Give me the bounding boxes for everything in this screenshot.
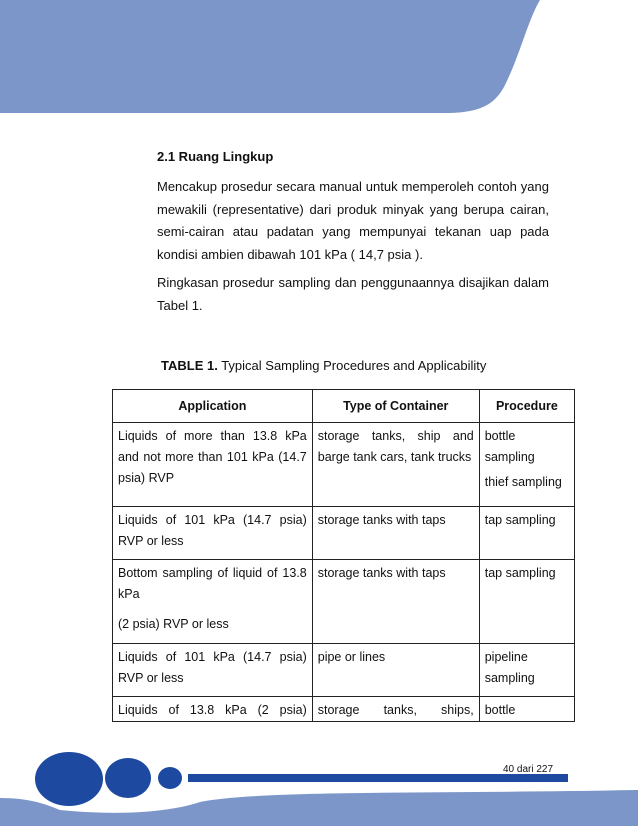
cell-text: storage tanks with taps bbox=[317, 566, 446, 580]
header-container: Type of Container bbox=[312, 390, 479, 423]
cell-procedure bbox=[479, 507, 574, 560]
cell-application bbox=[113, 644, 313, 697]
cell-container bbox=[312, 560, 479, 644]
sampling-table bbox=[112, 389, 575, 722]
page-number: 40 dari 227 bbox=[503, 764, 554, 775]
cell-container bbox=[312, 697, 479, 722]
summary-paragraph: Ringkasan prosedur sampling dan penggunaannya disajikan dalam Tabel 1. bbox=[157, 275, 549, 313]
footer-circle-large bbox=[35, 752, 103, 806]
cell-text: pipeline sampling bbox=[484, 650, 535, 685]
table-row bbox=[113, 423, 575, 507]
cell-text: tap sampling bbox=[484, 566, 556, 580]
cell-application bbox=[113, 560, 313, 644]
cell-application bbox=[113, 423, 313, 507]
cell-text: pipe or lines bbox=[317, 650, 386, 664]
footer-circle-medium bbox=[105, 758, 151, 798]
header-procedure: Procedure bbox=[479, 390, 574, 423]
cell-text: storage tanks with taps bbox=[317, 513, 446, 527]
cell-procedure bbox=[479, 423, 574, 507]
cell-text: Liquids of 13.8 kPa (2 psia) bbox=[118, 703, 307, 717]
section-heading: 2.1 Ruang Lingkup bbox=[157, 149, 274, 164]
cell-container bbox=[312, 423, 479, 507]
table-row bbox=[113, 507, 575, 560]
table-caption-label: TABLE 1. bbox=[161, 358, 218, 373]
table-caption-text: Typical Sampling Procedures and Applicability bbox=[217, 358, 487, 373]
cell-text: Liquids of 101 kPa (14.7 psia) RVP or less bbox=[118, 513, 307, 548]
table-header-row bbox=[113, 390, 575, 423]
cell-container bbox=[312, 644, 479, 697]
cell-text: bottle bbox=[484, 703, 516, 717]
header-banner bbox=[0, 0, 638, 120]
cell-text: storage tanks, ship and barge tank cars, tank trucks bbox=[317, 429, 474, 464]
footer-banner bbox=[0, 740, 638, 826]
footer-circle-small bbox=[158, 767, 182, 789]
cell-text: Liquids of more than 13.8 kPa and not more than 101 kPa (14.7 psia) RVP bbox=[118, 429, 307, 485]
scope-paragraph: Mencakup prosedur secara manual untuk memperoleh contoh yang mewakili (representative) dari produk minyak yang berupa cairan, semi-cairan atau padatan yang mempunyai tekanan uap pada kondisi ambien dibawah 101 kPa ( 14,7 psia ). bbox=[157, 179, 549, 262]
table-row bbox=[113, 697, 575, 722]
cell-procedure bbox=[479, 560, 574, 644]
cell-text: thief sampling bbox=[484, 475, 562, 489]
header-application: Application bbox=[113, 390, 313, 423]
footer-rule bbox=[188, 774, 568, 782]
cell-text: Bottom sampling of liquid of 13.8 kPa bbox=[118, 566, 307, 601]
cell-application bbox=[113, 697, 313, 722]
cell-container bbox=[312, 507, 479, 560]
cell-procedure bbox=[479, 644, 574, 697]
table-row bbox=[113, 644, 575, 697]
cell-application bbox=[113, 507, 313, 560]
cell-text: Liquids of 101 kPa (14.7 psia) RVP or less bbox=[118, 650, 307, 685]
cell-text: storage tanks, ships, bbox=[317, 703, 474, 717]
cell-text: tap sampling bbox=[484, 513, 556, 527]
cell-procedure bbox=[479, 697, 574, 722]
cell-text: bottle sampling bbox=[484, 429, 535, 464]
cell-text: (2 psia) RVP or less bbox=[118, 617, 229, 631]
table-caption bbox=[161, 358, 486, 373]
table-row bbox=[113, 560, 575, 644]
